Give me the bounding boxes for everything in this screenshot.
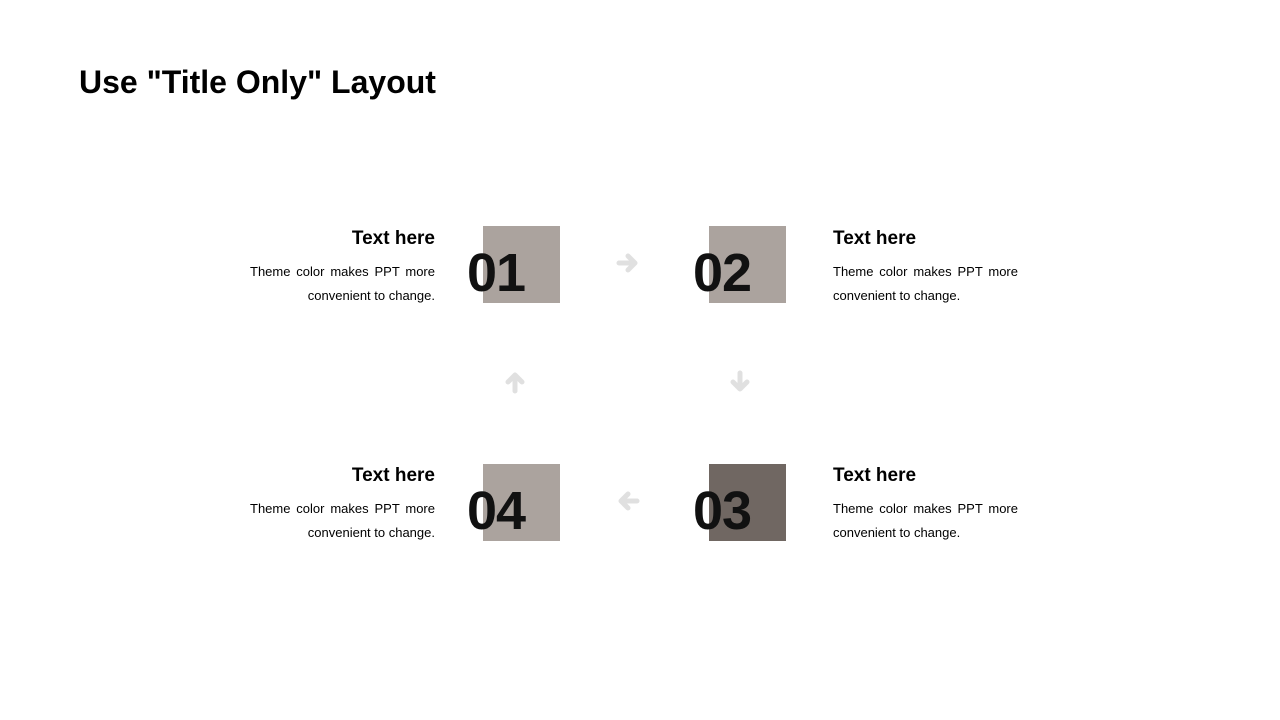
step-3-heading: Text here xyxy=(833,465,917,486)
step-1-number: 01 xyxy=(467,243,526,303)
arrow-down-icon xyxy=(726,368,754,396)
step-4-text xyxy=(250,465,435,545)
step-3-number: 03 xyxy=(693,481,752,541)
step-2-heading: Text here xyxy=(833,228,917,249)
step-2-body: Theme color makes PPT more convenient to change. xyxy=(833,263,1018,303)
step-2-number-block xyxy=(693,226,803,306)
arrow-up-icon xyxy=(501,368,529,396)
step-2-text xyxy=(833,228,1018,308)
step-3-number-block xyxy=(693,464,803,544)
step-2-number: 02 xyxy=(693,243,752,303)
step-4-number-block xyxy=(467,464,577,544)
step-1-text xyxy=(250,228,435,308)
arrow-left-icon xyxy=(614,487,642,515)
step-4-number: 04 xyxy=(467,481,526,541)
step-1-heading: Text here xyxy=(351,228,435,249)
arrow-right-icon xyxy=(614,249,642,277)
step-1-body: Theme color makes PPT more convenient to change. xyxy=(250,263,435,303)
step-3-body: Theme color makes PPT more convenient to change. xyxy=(833,500,1018,540)
step-1-number-block xyxy=(467,226,577,306)
step-4-body: Theme color makes PPT more convenient to change. xyxy=(250,500,435,540)
page-title: Use "Title Only" Layout xyxy=(79,64,436,100)
step-3-text xyxy=(833,465,1018,545)
step-4-heading: Text here xyxy=(351,465,435,486)
